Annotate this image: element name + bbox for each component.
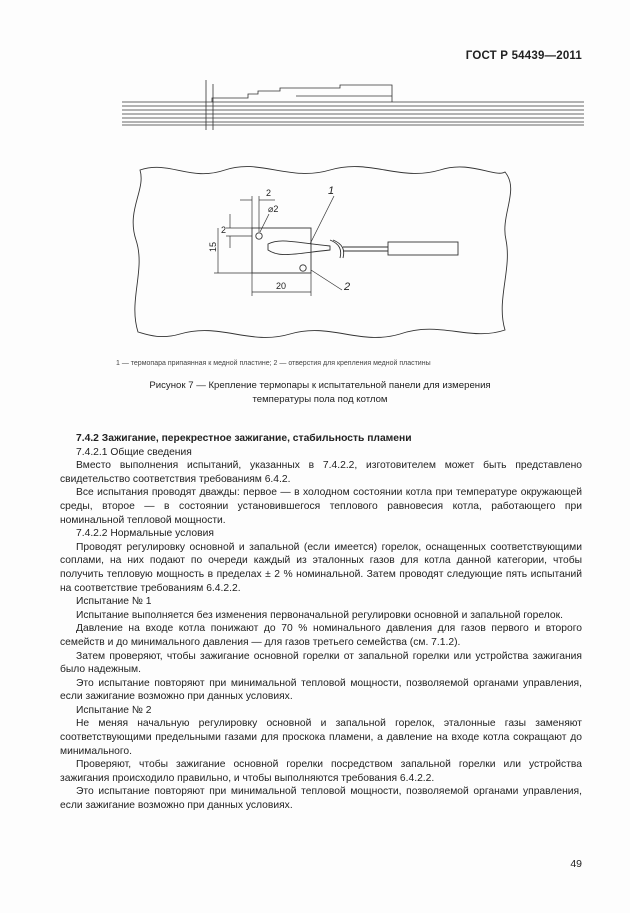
dim-top: 2 bbox=[266, 188, 272, 198]
caption-line-1: Рисунок 7 — Крепление термопары к испытательной панели для измерения bbox=[149, 380, 491, 391]
paragraph: Это испытание повторяют при минимальной тепловой мощности, позволяемой органами управления, если зажигание возможно при данных условиях. bbox=[60, 677, 582, 703]
paragraph: 7.4.2.2 Нормальные условия bbox=[76, 528, 214, 540]
dim-height: 15 bbox=[208, 241, 218, 252]
body-text bbox=[60, 432, 582, 813]
dim-left-small: 2 bbox=[221, 225, 227, 235]
figure-caption bbox=[70, 379, 570, 406]
paragraph: Испытание выполняется без изменения первоначальной регулировки основной и запальной горелок. bbox=[76, 609, 563, 621]
caption-line-2: температуры пола под котлом bbox=[252, 393, 388, 405]
figure-7-drawing bbox=[0, 0, 630, 360]
paragraph: Испытание № 1 bbox=[76, 596, 152, 608]
dim-hole-diameter: ⌀2 bbox=[268, 204, 279, 214]
paragraph: Это испытание повторяют при минимальной тепловой мощности, позволяемой органами управления, если зажигание возможно при данных условиях. bbox=[60, 786, 582, 812]
plate-side-view bbox=[122, 80, 584, 130]
paragraph: Давление на входе котла понижают до 70 % номинального давления для газов первого и второго семейств и до минимального давления — для газов третьего семейства (см. 7.1.2). bbox=[60, 623, 582, 648]
paragraph: Проводят регулировку основной и запальной (если имеется) горелок, оснащенных соответствующими соплами, на них подают по очереди каждый из эталонных газов для котла данной категории, чтобы получить тепловую мощность в пределах ± 2 % номинальной. Затем проводят следующие пять испытаний на соответствие требованиям 6.4.2.2. bbox=[60, 541, 582, 594]
paragraph: 7.4.2.1 Общие сведения bbox=[76, 446, 192, 458]
dim-width: 20 bbox=[276, 281, 287, 291]
copper-plate-top-view bbox=[252, 228, 458, 273]
paragraph: Затем проверяют, чтобы зажигание основной горелки от запальной горелки или устройства зажигания было надежным. bbox=[60, 650, 582, 676]
callout-2: 2 bbox=[344, 281, 351, 293]
paragraph: Все испытания проводят дважды: первое — в холодном состоянии котла при температуре окружающей среды, второе — в состоянии установившегося теплового равновесия котла, работающего при номинальной тепловой мощности. bbox=[60, 487, 582, 526]
paragraph: Не меняя начальную регулировку основной и запальной горелок, эталонные газы заменяют соответствующими предельными газами для проскока пламени, а давление на входе котла сокращают до минимального. bbox=[60, 718, 582, 757]
paragraph: Вместо выполнения испытаний, указанных в 7.4.2.2, изготовителем может быть представлено свидетельство соответствия требованиям 6.4.2. bbox=[60, 460, 582, 485]
break-boundary bbox=[133, 167, 511, 338]
section-heading: 7.4.2 Зажигание, перекрестное зажигание, стабильность пламени bbox=[76, 433, 412, 444]
page-number: 49 bbox=[570, 858, 582, 870]
document-header: ГОСТ Р 54439—2011 bbox=[465, 50, 582, 62]
figure-legend: 1 — термопара припаянная к медной пластине; 2 — отверстия для крепления медной пластины bbox=[116, 360, 431, 367]
paragraph: Проверяют, чтобы зажигание основной горелки посредством запальной горелки или устройства зажигания происходило правильно, и чтобы выполняются требования 6.4.2.2. bbox=[60, 759, 582, 784]
paragraph: Испытание № 2 bbox=[76, 704, 152, 716]
callout-1: 1 bbox=[328, 185, 335, 197]
